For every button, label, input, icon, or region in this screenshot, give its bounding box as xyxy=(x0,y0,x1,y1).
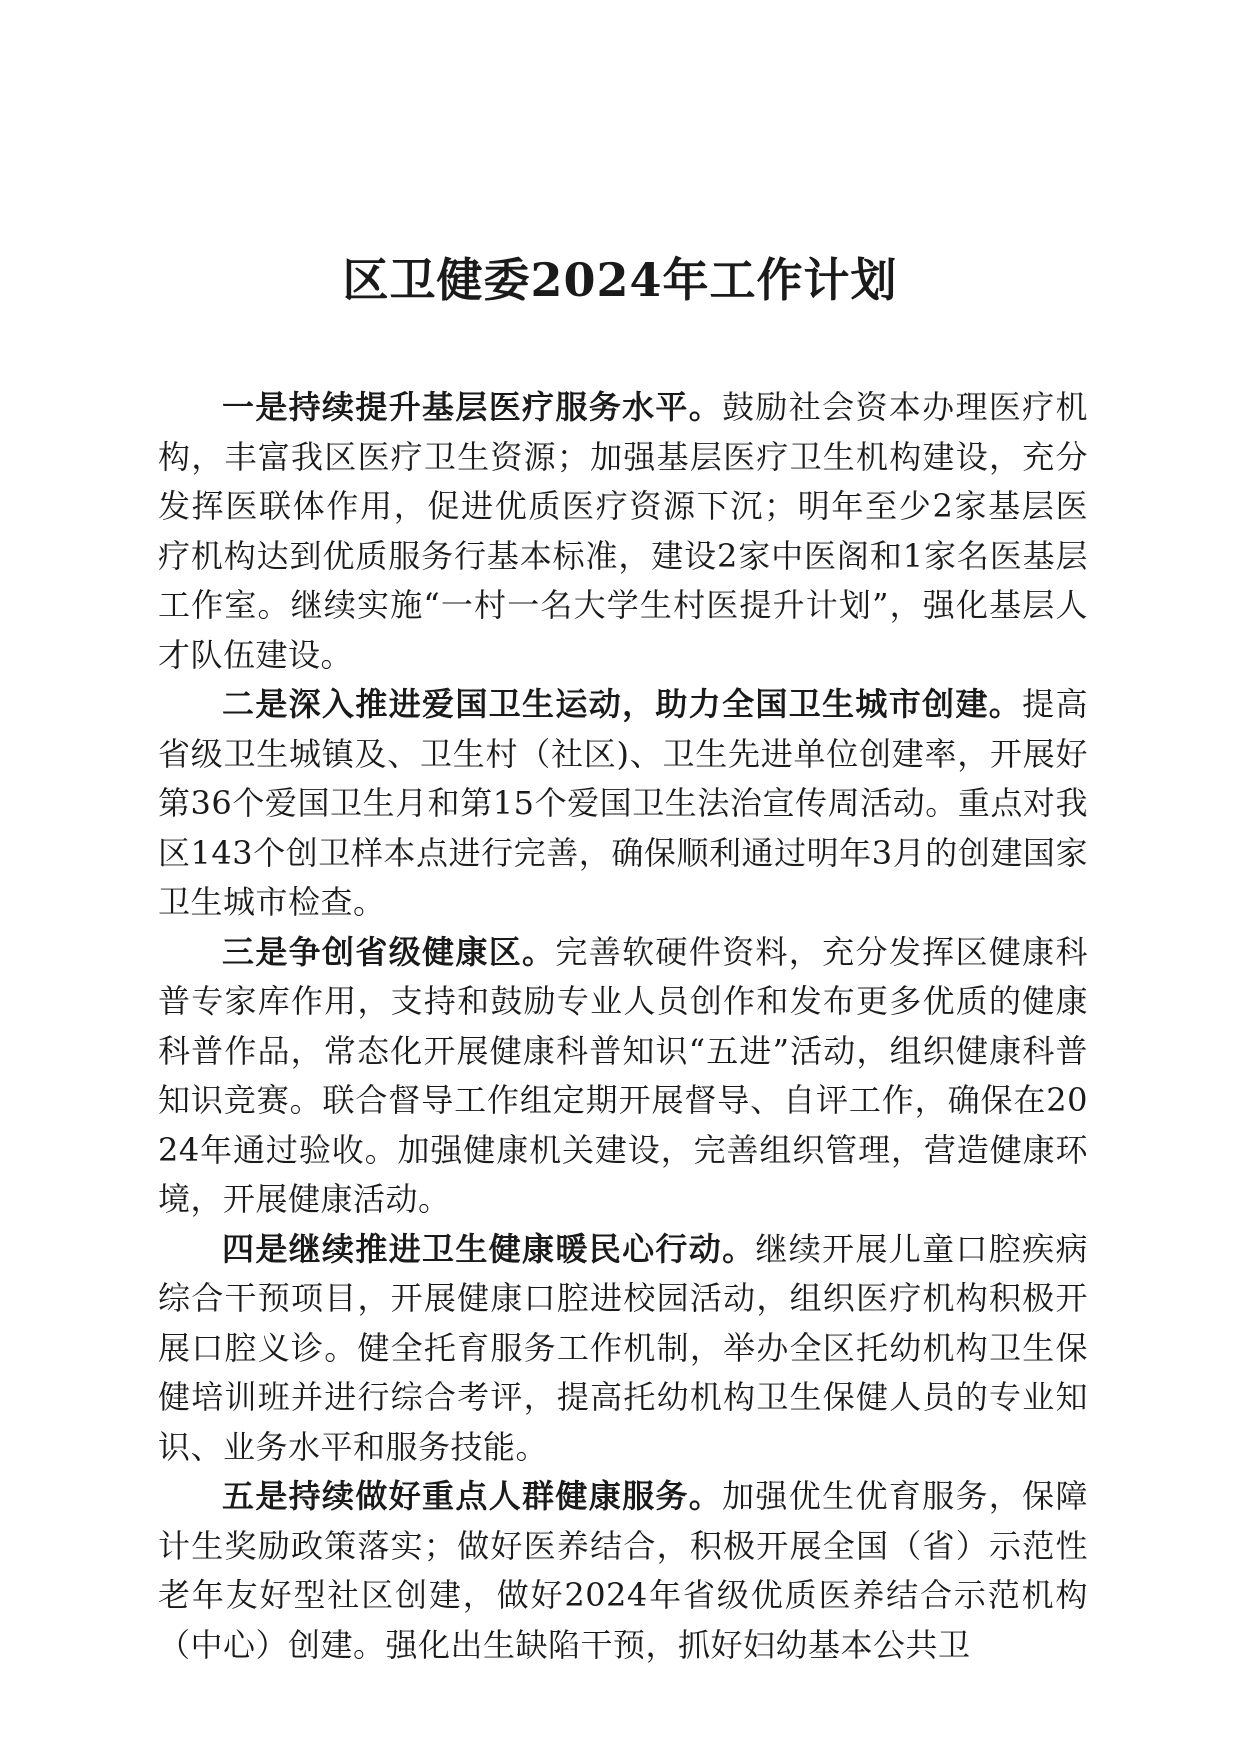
paragraph-1-lead: 一是持续提升基层医疗服务水平。 xyxy=(222,388,723,426)
paragraph-1-body: 鼓励社会资本办理医疗机构，丰富我区医疗卫生资源；加强基层医疗卫生机构建设，充分发挥医联体作用，促进优质医疗资源下沉；明年至少2家基层医疗机构达到优质服务行基本标准，建设2家中医阁和1家名医基层工作室。继续实施“一村一名大学生村医提升计划”，强化基层人才队伍建设。 xyxy=(158,388,1088,674)
document-title: 区卫健委2024年工作计划 xyxy=(342,253,898,307)
paragraph-3-body: 完善软硬件资料，充分发挥区健康科普专家库作用，支持和鼓励专业人员创作和发布更多优质的健康科普作品，常态化开展健康科普知识“五进”活动，组织健康科普知识竞赛。联合督导工作组定期开展督导、自评工作，确保在2024年通过验收。加强健康机关建设，完善组织管理，营造健康环境，开展健康活动。 xyxy=(158,932,1088,1218)
paragraph-5 xyxy=(158,1472,1088,1670)
paragraph-1 xyxy=(158,383,1088,680)
paragraph-3-lead: 三是争创省级健康区。 xyxy=(222,932,556,971)
document-body xyxy=(158,383,1088,1670)
paragraph-4 xyxy=(158,1225,1088,1473)
paragraph-2-body: 提高省级卫生城镇及、卫生村（社区)、卫生先进单位创建率，开展好第36个爱国卫生月和第15个爱国卫生法治宣传周活动。重点对我区143个创卫样本点进行完善，确保顺利通过明年3月的创建国家卫生城市检查。 xyxy=(158,685,1088,921)
paragraph-2 xyxy=(158,680,1088,928)
paragraph-4-lead: 四是继续推进卫生健康暖民心行动。 xyxy=(222,1229,756,1268)
paragraph-4-body: 继续开展儿童口腔疾病综合干预项目，开展健康口腔进校园活动，组织医疗机构积极开展口腔义诊。健全托育服务工作机制，举办全区托幼机构卫生保健培训班并进行综合考评，提高托幼机构卫生保健人员的专业知识、业务水平和服务技能。 xyxy=(158,1229,1088,1466)
paragraph-5-body: 加强优生优育服务，保障计生奖励政策落实；做好医养结合，积极开展全国（省）示范性老年友好型社区创建，做好2024年省级优质医养结合示范机构（中心）创建。强化出生缺陷干预，抓好妇幼基本公共卫 xyxy=(158,1477,1088,1664)
paragraph-3 xyxy=(158,928,1088,1225)
paragraph-5-lead: 五是持续做好重点人群健康服务。 xyxy=(222,1477,723,1515)
paragraph-2-lead: 二是深入推进爱国卫生运动，助力全国卫生城市创建。 xyxy=(222,685,1023,723)
